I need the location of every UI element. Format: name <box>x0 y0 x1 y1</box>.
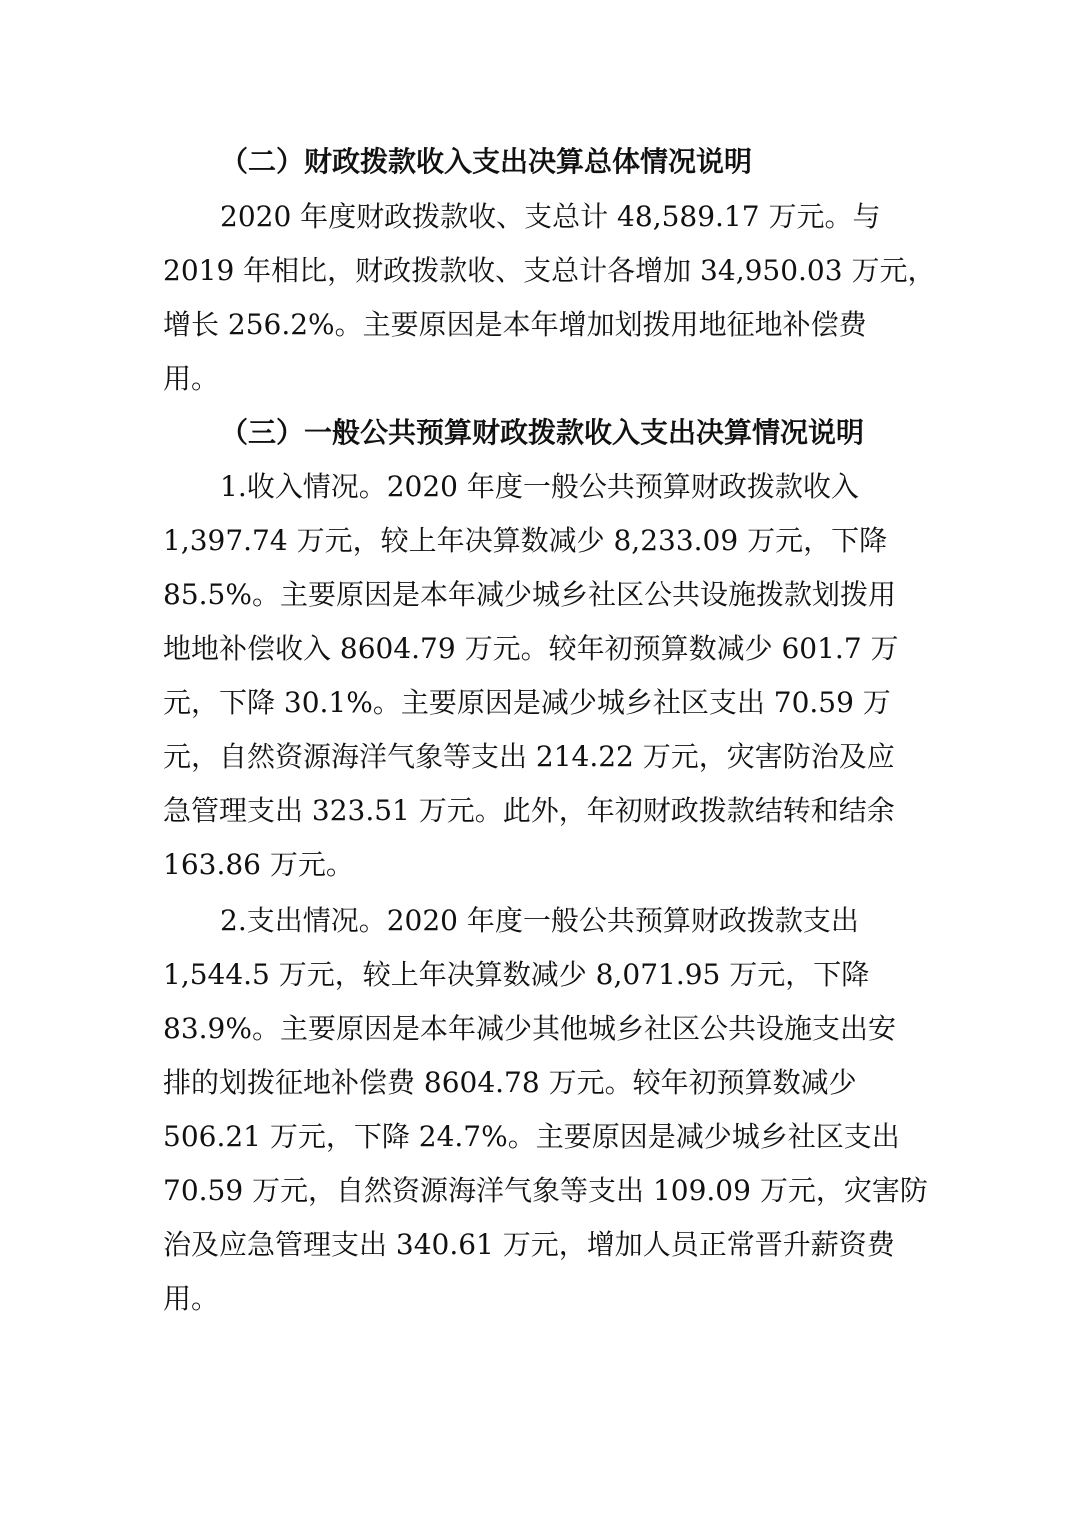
paragraph-line: 元，下降 30.1%。主要原因是减少城乡社区支出 70.59 万 <box>163 686 891 719</box>
paragraph-line: 1.收入情况。2020 年度一般公共预算财政拨款收入 <box>220 470 859 503</box>
paragraph-line: 2020 年度财政拨款收、支总计 48,589.17 万元。与 <box>220 200 881 233</box>
paragraph-line: 1,397.74 万元，较上年决算数减少 8,233.09 万元，下降 <box>163 524 888 557</box>
paragraph-line: 治及应急管理支出 340.61 万元，增加人员正常晋升薪资费 <box>163 1228 895 1261</box>
paragraph-line: 用。 <box>163 1282 220 1315</box>
paragraph-line: 2.支出情况。2020 年度一般公共预算财政拨款支出 <box>220 904 859 937</box>
paragraph-line: 506.21 万元，下降 24.7%。主要原因是减少城乡社区支出 <box>163 1120 900 1153</box>
paragraph-line: 1,544.5 万元，较上年决算数减少 8,071.95 万元，下降 <box>163 958 870 991</box>
section-heading-2: （二）财政拨款收入支出决算总体情况说明 <box>220 145 753 178</box>
paragraph-line: 85.5%。主要原因是本年减少城乡社区公共设施拨款划拨用 <box>163 578 896 611</box>
paragraph-line: 增长 256.2%。主要原因是本年增加划拨用地征地补偿费 <box>163 308 867 341</box>
paragraph-line: 急管理支出 323.51 万元。此外，年初财政拨款结转和结余 <box>163 794 895 827</box>
paragraph-line: 用。 <box>163 362 220 395</box>
paragraph-line: 163.86 万元。 <box>163 848 354 881</box>
section-heading-3: （三）一般公共预算财政拨款收入支出决算情况说明 <box>220 416 865 449</box>
paragraph-line: 2019 年相比，财政拨款收、支总计各增加 34,950.03 万元， <box>163 254 936 287</box>
paragraph-line: 元，自然资源海洋气象等支出 214.22 万元，灾害防治及应 <box>163 740 895 773</box>
paragraph-line: 70.59 万元，自然资源海洋气象等支出 109.09 万元，灾害防 <box>163 1174 928 1207</box>
paragraph-line: 83.9%。主要原因是本年减少其他城乡社区公共设施支出安 <box>163 1012 896 1045</box>
paragraph-line: 排的划拨征地补偿费 8604.78 万元。较年初预算数减少 <box>163 1066 857 1099</box>
paragraph-line: 地地补偿收入 8604.79 万元。较年初预算数减少 601.7 万 <box>163 632 899 665</box>
